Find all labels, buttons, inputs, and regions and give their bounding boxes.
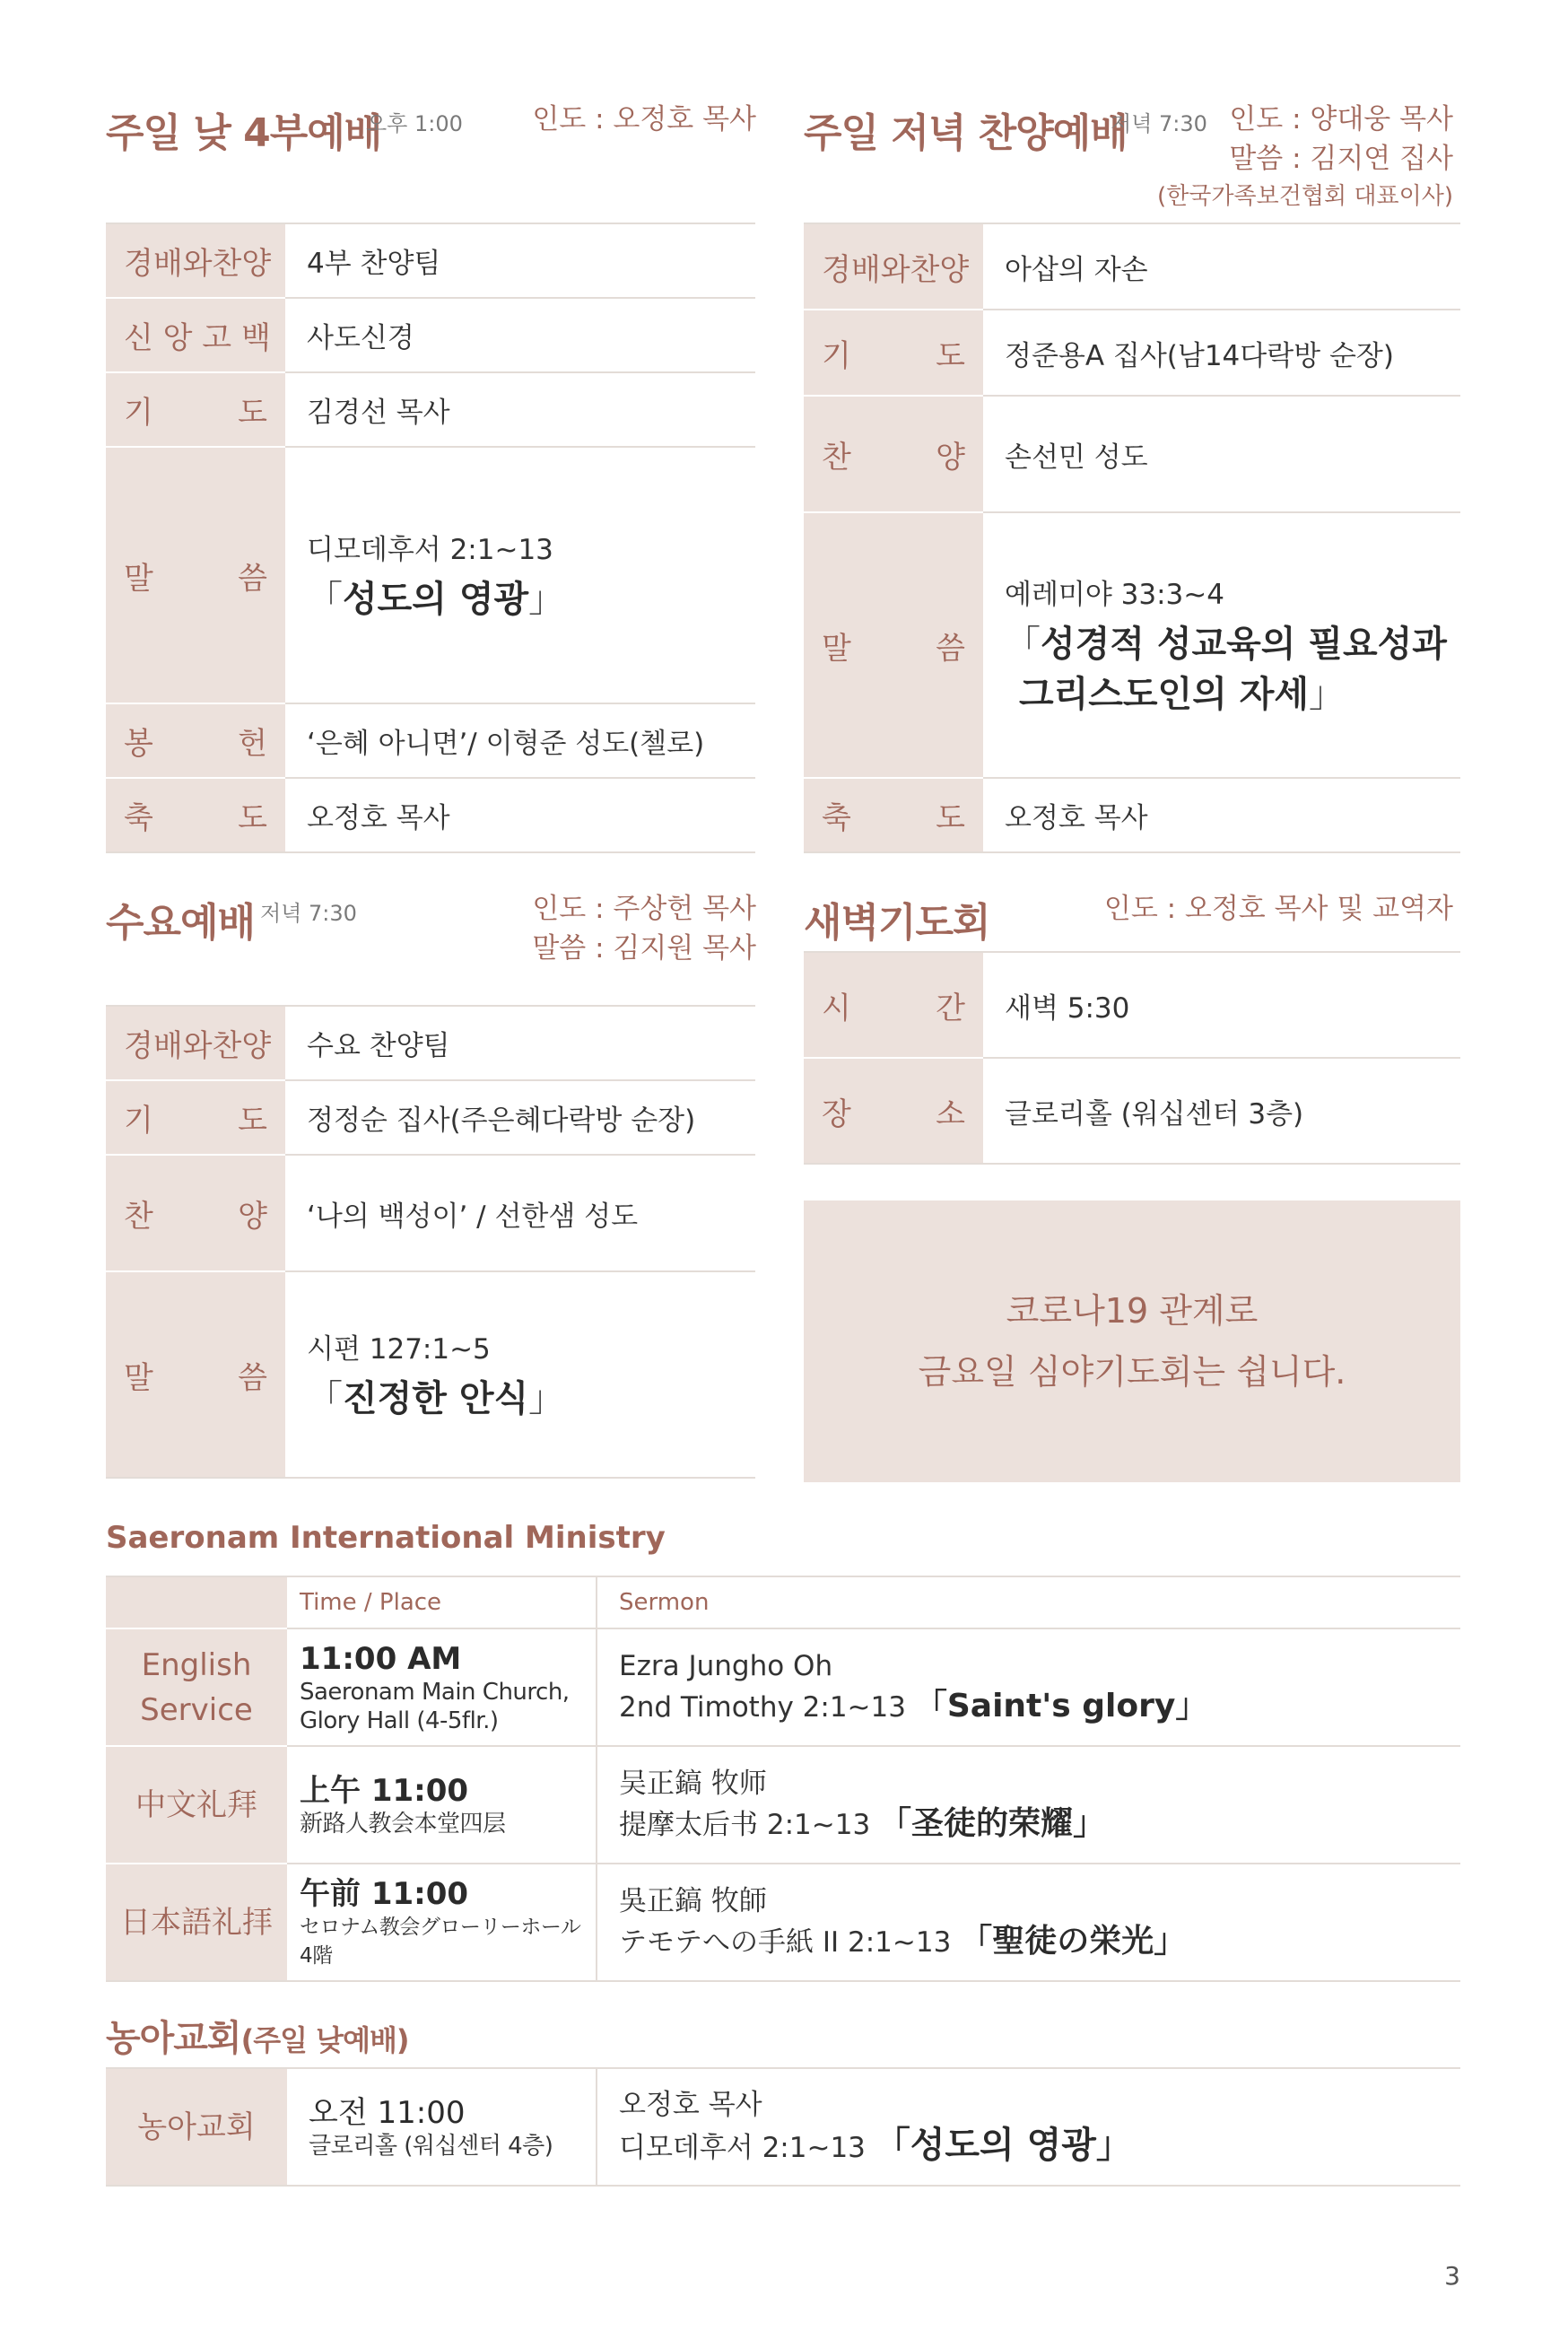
row-value: 글로리홀 (워십센터 3층) bbox=[983, 1058, 1460, 1164]
sundayeve-title: 주일 저녁 찬양예배 bbox=[804, 110, 1128, 156]
sermon-title: 「진정한 안식」 bbox=[307, 1377, 565, 1419]
sermon-title: 「성경적 성교육의 필요성과 bbox=[1005, 623, 1447, 665]
sermon-cell bbox=[285, 447, 755, 703]
dawn-title: 새벽기도회 bbox=[804, 900, 990, 946]
sermon-cell bbox=[983, 512, 1460, 778]
deaf-subtitle: (주일 낮예배) bbox=[240, 2023, 409, 2057]
row-value: 정준용A 집사(남14다락방 순장) bbox=[983, 310, 1460, 396]
row-label: 경배와찬양 bbox=[804, 223, 983, 310]
wednesday-table bbox=[106, 1005, 755, 1479]
row-value: 아삽의 자손 bbox=[983, 223, 1460, 310]
row-label: 축 도 bbox=[804, 778, 983, 852]
row-label: 말 씀 bbox=[804, 512, 983, 778]
sundayeve-table bbox=[804, 223, 1460, 853]
deaf-label: 농아교회 bbox=[106, 2068, 287, 2186]
row-value: 손선민 성도 bbox=[983, 396, 1460, 512]
time-place-cell: 오전 11:00 글로리홀 (워십센터 4층) bbox=[287, 2068, 597, 2186]
page-number: 3 bbox=[1444, 2261, 1460, 2291]
row-label: 경배와찬양 bbox=[106, 223, 285, 298]
sunday4-table bbox=[106, 223, 755, 853]
international-title: Saeronam International Ministry bbox=[106, 1520, 666, 1556]
row-value: ‘은혜 아니면’/ 이형준 성도(첼로) bbox=[285, 703, 755, 778]
notice-line1: 코로나19 관계로 bbox=[1006, 1291, 1259, 1331]
sundayeve-leader: 인도 : 양대웅 목사 bbox=[1229, 103, 1453, 135]
deaf-table bbox=[106, 2067, 1460, 2187]
row-label: 기 도 bbox=[804, 310, 983, 396]
time-place-cell: 午前 11:00 セロナム教会グローリーホール 4階 bbox=[287, 1864, 597, 1981]
sunday4-time: 오후 1:00 bbox=[366, 111, 463, 136]
sermon-cell: Ezra Jungho Oh 2nd Timothy 2:1~13 「Saint's glory」 bbox=[597, 1628, 1460, 1746]
wednesday-title: 수요예배 bbox=[106, 900, 256, 946]
row-value: 정정순 집사(주은혜다락방 순장) bbox=[285, 1080, 755, 1155]
row-value: 오정호 목사 bbox=[285, 778, 755, 852]
sermon-title-line2: 그리스도인의 자세」 bbox=[1019, 673, 1346, 715]
dawn-leader: 인도 : 오정호 목사 및 교역자 bbox=[1103, 893, 1453, 925]
row-value: 새벽 5:30 bbox=[983, 952, 1460, 1058]
dawn-table bbox=[804, 951, 1460, 1165]
wednesday-speaker: 말씀 : 김지원 목사 bbox=[532, 932, 756, 965]
scripture-ref: 시편 127:1~5 bbox=[307, 1332, 491, 1366]
row-label: 신 앙 고 백 bbox=[106, 298, 285, 372]
row-label: 장 소 bbox=[804, 1058, 983, 1164]
header-sermon: Sermon bbox=[597, 1576, 1460, 1628]
row-value: 김경선 목사 bbox=[285, 372, 755, 447]
international-table bbox=[106, 1576, 1460, 1982]
row-label: 시 간 bbox=[804, 952, 983, 1058]
row-label: 경배와찬양 bbox=[106, 1006, 285, 1080]
sundayeve-time: 저녁 7:30 bbox=[1111, 111, 1207, 136]
row-label: 기 도 bbox=[106, 372, 285, 447]
service-label-japanese: 日本語礼拝 bbox=[106, 1864, 287, 1981]
row-value: ‘나의 백성이’ / 선한샘 성도 bbox=[285, 1155, 755, 1271]
deaf-title: 농아교회 bbox=[106, 2018, 241, 2059]
notice-box bbox=[804, 1200, 1460, 1482]
sermon-cell: 오정호 목사 디모데후서 2:1~13 「성도의 영광」 bbox=[597, 2068, 1460, 2186]
sunday4-leader: 인도 : 오정호 목사 bbox=[532, 103, 756, 135]
deaf-heading bbox=[106, 2010, 409, 2061]
wednesday-leader: 인도 : 주상헌 목사 bbox=[532, 893, 756, 925]
scripture-ref: 디모데후서 2:1~13 bbox=[307, 533, 553, 566]
sermon-cell: 吴正鎬 牧师 提摩太后书 2:1~13 「圣徒的荣耀」 bbox=[597, 1746, 1460, 1864]
row-value: 수요 찬양팀 bbox=[285, 1006, 755, 1080]
row-value: 사도신경 bbox=[285, 298, 755, 372]
sermon-title: 「성도의 영광」 bbox=[307, 578, 565, 620]
row-label: 말 씀 bbox=[106, 447, 285, 703]
sundayeve-speaker: 말씀 : 김지연 집사 bbox=[1229, 143, 1453, 175]
sermon-cell bbox=[285, 1271, 755, 1478]
row-label: 말 씀 bbox=[106, 1271, 285, 1478]
row-label: 찬 양 bbox=[804, 396, 983, 512]
time-place-cell: 上午 11:00 新路人教会本堂四层 bbox=[287, 1746, 597, 1864]
scripture-ref: 예레미야 33:3~4 bbox=[1005, 578, 1224, 611]
notice-line2: 금요일 심야기도회는 쉽니다. bbox=[918, 1352, 1346, 1392]
header-time-place: Time / Place bbox=[287, 1576, 597, 1628]
row-label: 축 도 bbox=[106, 778, 285, 852]
time-place-cell: 11:00 AM Saeronam Main Church, Glory Hall (4-5flr.) bbox=[287, 1628, 597, 1746]
row-label: 찬 양 bbox=[106, 1155, 285, 1271]
sunday4-title: 주일 낮 4부예배 bbox=[106, 110, 382, 156]
sundayeve-speaker-note: (한국가족보건협회 대표이사) bbox=[1157, 183, 1453, 210]
row-label: 기 도 bbox=[106, 1080, 285, 1155]
wednesday-time: 저녁 7:30 bbox=[260, 901, 357, 926]
row-label: 봉 헌 bbox=[106, 703, 285, 778]
sermon-cell: 吳正鎬 牧師 テモテへの手紙 II 2:1~13 「聖徒の栄光」 bbox=[597, 1864, 1460, 1981]
row-value: 오정호 목사 bbox=[983, 778, 1460, 852]
row-value: 4부 찬양팀 bbox=[285, 223, 755, 298]
service-label-english: English Service bbox=[106, 1628, 287, 1746]
service-label-chinese: 中文礼拜 bbox=[106, 1746, 287, 1864]
header-blank bbox=[106, 1576, 287, 1628]
